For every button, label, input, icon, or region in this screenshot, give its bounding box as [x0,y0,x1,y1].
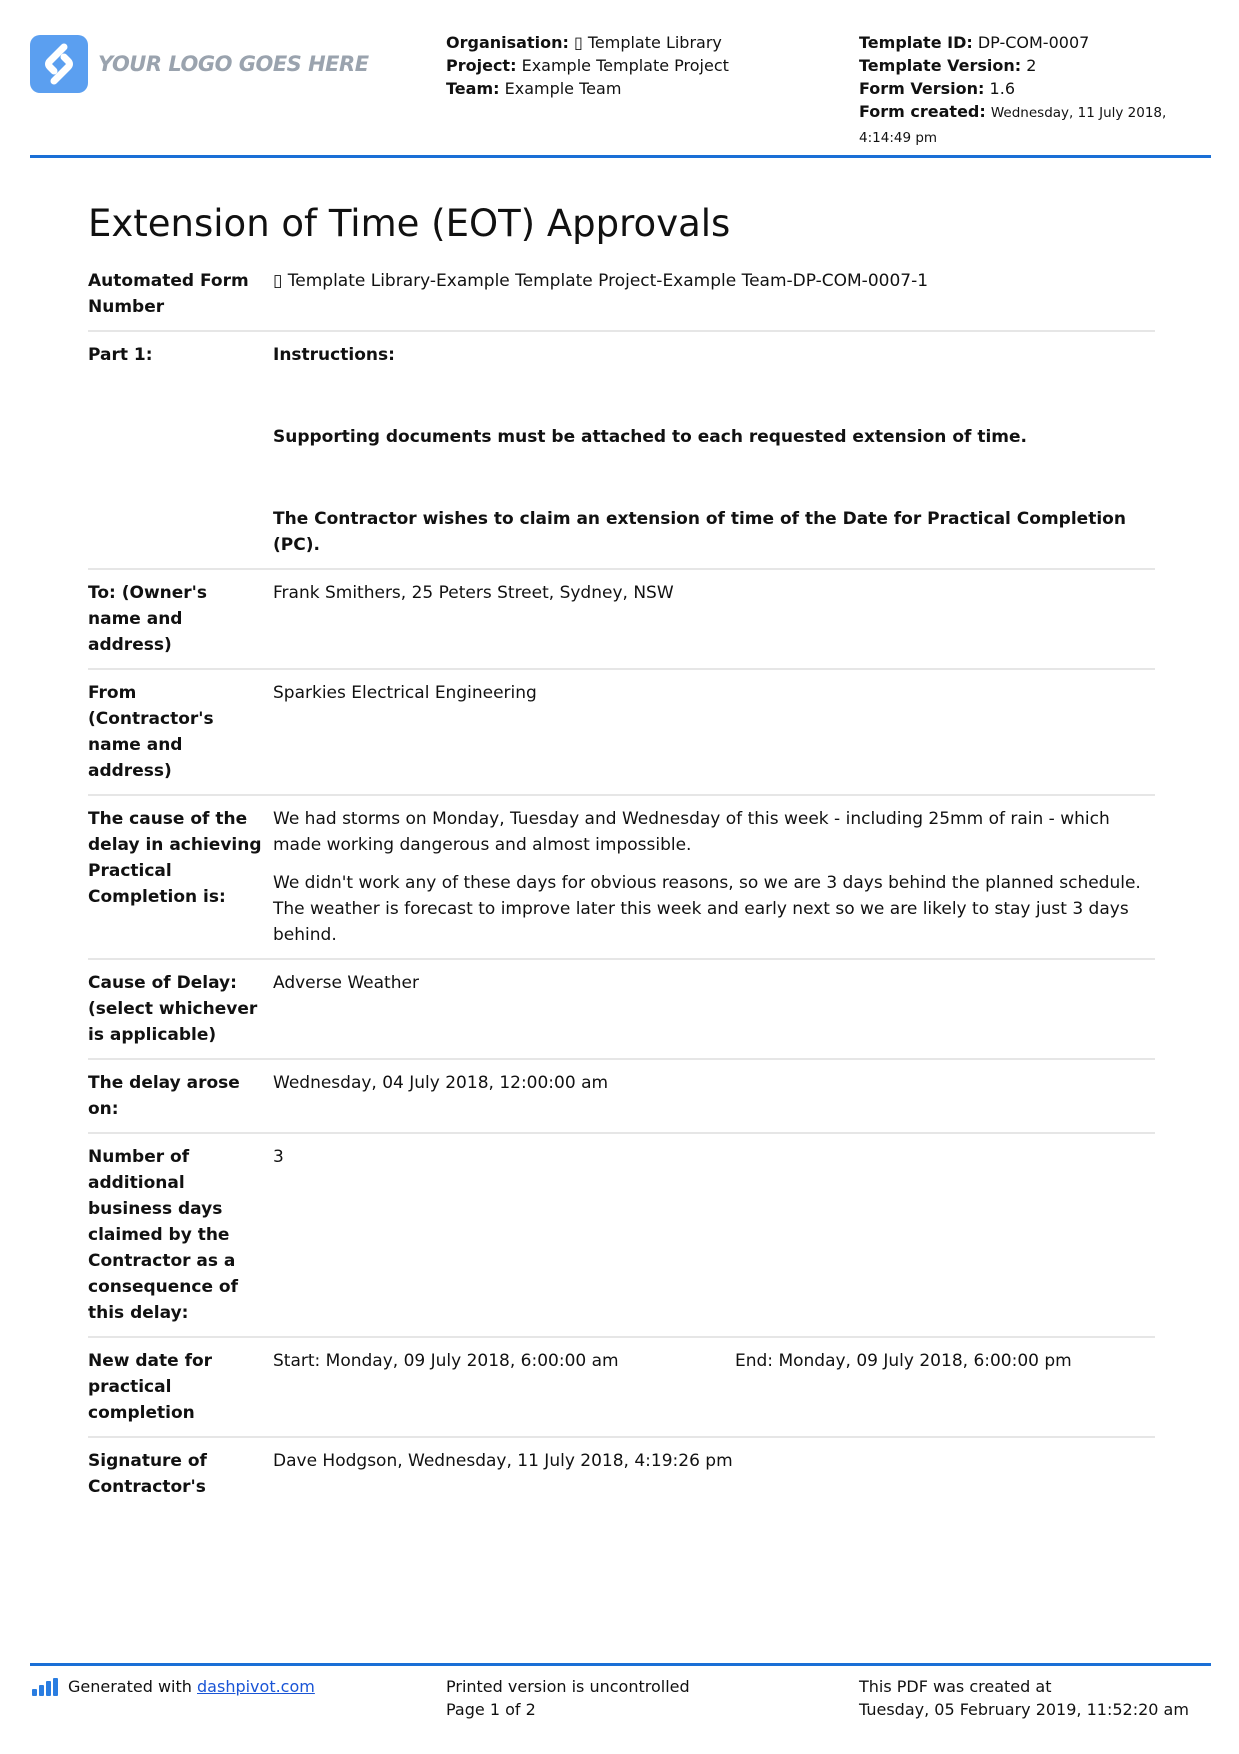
company-logo [30,35,369,93]
instructions-text: The Contractor wishes to claim an extension of time of the Date for Practical Completion (PC). [273,509,1126,555]
logo-icon [30,35,88,93]
cause-paragraph: We didn't work any of these days for obvious reasons, so we are 3 days behind the planned schedule. The weather is forecast to improve later this week and early next so we are likely to stay just 3 days behind. [273,873,1141,945]
project-value: Example Template Project [521,56,729,75]
template-id-label: Template ID: [859,33,973,52]
organisation-value: ▯ Template Library [573,33,722,52]
field-label: To: (Owner's name and address) [88,583,207,655]
footer-print-info [446,1675,690,1721]
form-row-cause [88,806,1155,960]
page-title: Extension of Time (EOT) Approvals [88,202,731,245]
uncontrolled-text: Printed version is uncontrolled [446,1677,690,1696]
field-value: 3 [273,1147,284,1167]
page-number: Page 1 of 2 [446,1700,536,1719]
field-label: Signature of Contractor's [88,1451,207,1497]
form-row-days-claimed [88,1144,1155,1338]
header-template-info [859,31,1219,150]
field-value: Frank Smithers, 25 Peters Street, Sydney, NSW [273,583,674,603]
form-row-cause-of-delay [88,970,1155,1060]
team-value: Example Team [504,79,622,98]
dashpivot-icon [32,1678,60,1696]
new-date-start: Start: Monday, 09 July 2018, 6:00:00 am [273,1351,619,1371]
logo-text: YOUR LOGO GOES HERE [98,52,369,76]
footer-divider [30,1663,1211,1666]
field-label: New date for practical completion [88,1351,213,1423]
project-label: Project: [446,56,517,75]
form-table [88,268,1155,1520]
organisation-label: Organisation: [446,33,569,52]
form-row-from [88,680,1155,796]
form-row-to [88,580,1155,670]
field-value: Sparkies Electrical Engineering [273,683,537,703]
footer-generated [32,1675,315,1698]
form-row-new-date [88,1348,1155,1438]
field-value: ▯ Template Library-Example Template Project-Example Team-DP-COM-0007-1 [273,271,929,291]
instructions-block [273,342,1155,558]
template-version-label: Template Version: [859,56,1022,75]
field-value: Adverse Weather [273,973,419,993]
instructions-text: Supporting documents must be attached to each requested extension of time. [273,427,1027,447]
new-date-end: End: Monday, 09 July 2018, 6:00:00 pm [735,1351,1072,1371]
field-label: The cause of the delay in achieving Practical Completion is: [88,809,262,907]
field-label: Number of additional business days claimed by the Contractor as a consequence of this delay: [88,1147,239,1323]
form-version-value: 1.6 [989,79,1015,98]
template-version-value: 2 [1026,56,1037,75]
header-divider [30,155,1211,158]
field-label: Automated Form Number [88,271,249,317]
form-version-label: Form Version: [859,79,985,98]
form-row-part-1 [88,342,1155,570]
instructions-heading: Instructions: [273,345,395,365]
field-label: From (Contractor's name and address) [88,683,214,781]
team-label: Team: [446,79,500,98]
page-header [0,0,1239,160]
field-value: Dave Hodgson, Wednesday, 11 July 2018, 4:19:26 pm [273,1451,733,1471]
template-id-value: DP-COM-0007 [977,33,1090,52]
form-row-signature [88,1448,1155,1510]
form-created-value: Wednesday, 11 July 2018, 4:14:49 pm [859,105,1167,146]
created-value: Tuesday, 05 February 2019, 11:52:20 am [859,1700,1189,1719]
field-value: Wednesday, 04 July 2018, 12:00:00 am [273,1073,609,1093]
dashpivot-link[interactable]: dashpivot.com [197,1677,315,1696]
field-label: Cause of Delay: (select whichever is applicable) [88,973,258,1045]
created-label: This PDF was created at [859,1677,1052,1696]
form-row-delay-arose [88,1070,1155,1134]
cause-paragraph: We had storms on Monday, Tuesday and Wednesday of this week - including 25mm of rain - which made working dangerous and almost impossible. [273,809,1110,855]
footer-created-info [859,1675,1189,1721]
field-value [273,806,1155,948]
field-value [273,1348,1155,1426]
generated-text: Generated with [68,1677,192,1696]
field-label: Part 1: [88,345,153,365]
form-created-label: Form created: [859,102,986,121]
header-project-info [446,31,846,100]
field-label: The delay arose on: [88,1073,240,1119]
form-row-automated-number [88,268,1155,332]
